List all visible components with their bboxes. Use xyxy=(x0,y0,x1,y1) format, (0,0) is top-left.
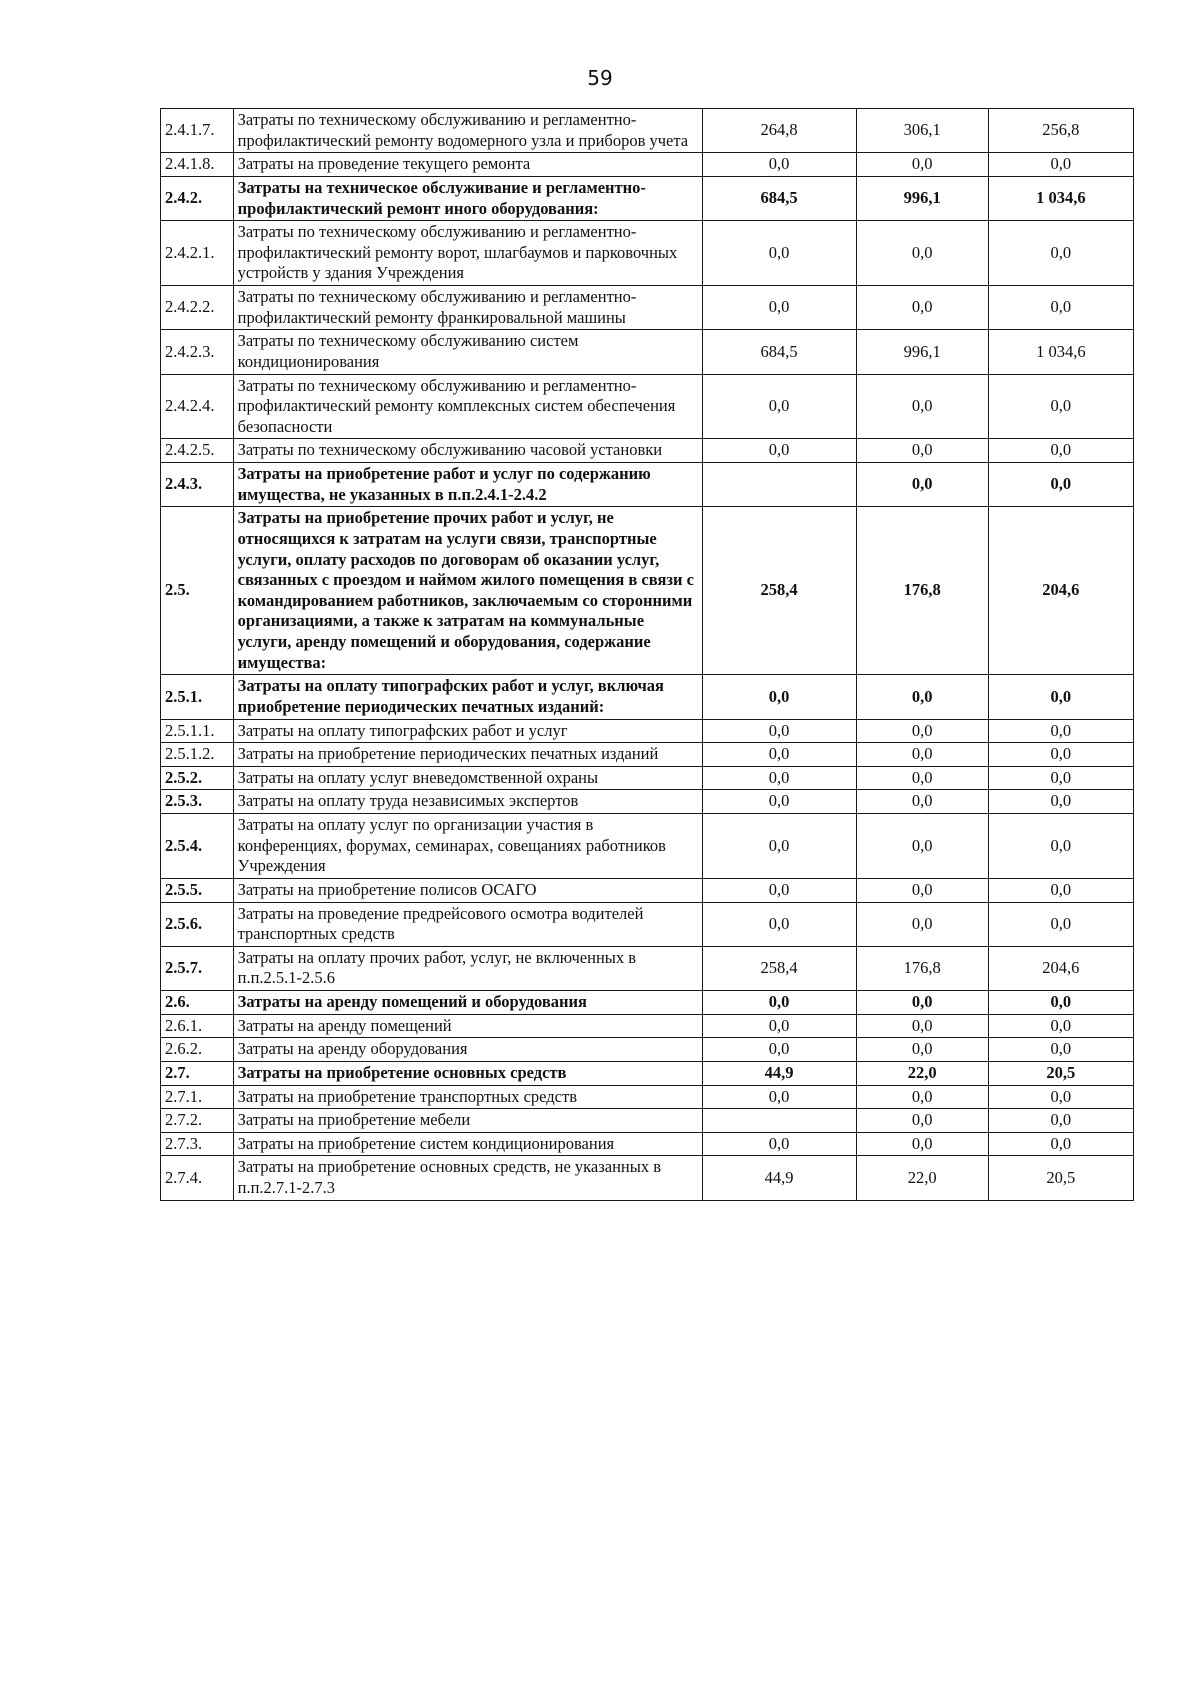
row-value-1: 264,8 xyxy=(702,109,856,153)
row-code: 2.6. xyxy=(161,991,234,1015)
row-value-2: 0,0 xyxy=(856,743,988,767)
row-value-2: 306,1 xyxy=(856,109,988,153)
row-value-3: 0,0 xyxy=(988,286,1133,330)
row-code: 2.6.2. xyxy=(161,1038,234,1062)
table-row xyxy=(161,153,1134,177)
row-code: 2.4.1.7. xyxy=(161,109,234,153)
row-value-3: 0,0 xyxy=(988,790,1133,814)
row-value-1: 0,0 xyxy=(702,766,856,790)
row-value-1: 0,0 xyxy=(702,286,856,330)
row-value-1: 0,0 xyxy=(702,790,856,814)
row-value-2: 0,0 xyxy=(856,1038,988,1062)
table-row xyxy=(161,902,1134,946)
row-code: 2.5.1. xyxy=(161,675,234,719)
table-row xyxy=(161,719,1134,743)
row-value-2: 0,0 xyxy=(856,878,988,902)
row-name: Затраты на приобретение полисов ОСАГО xyxy=(233,878,702,902)
row-code: 2.4.2. xyxy=(161,176,234,220)
row-value-1: 44,9 xyxy=(702,1061,856,1085)
row-value-2: 0,0 xyxy=(856,153,988,177)
row-value-1: 44,9 xyxy=(702,1156,856,1200)
row-value-3: 256,8 xyxy=(988,109,1133,153)
table-row xyxy=(161,463,1134,507)
row-name: Затраты на приобретение периодических печатных изданий xyxy=(233,743,702,767)
row-value-2: 0,0 xyxy=(856,286,988,330)
row-value-2: 0,0 xyxy=(856,1132,988,1156)
row-value-1: 0,0 xyxy=(702,221,856,286)
row-name: Затраты на приобретение работ и услуг по содержанию имущества, не указанных в п.п.2.4.1-2.4.2 xyxy=(233,463,702,507)
row-value-2: 0,0 xyxy=(856,374,988,439)
row-value-1 xyxy=(702,1109,856,1133)
row-value-3: 0,0 xyxy=(988,1109,1133,1133)
row-name: Затраты на аренду помещений xyxy=(233,1014,702,1038)
row-value-3: 0,0 xyxy=(988,1132,1133,1156)
row-value-2: 22,0 xyxy=(856,1156,988,1200)
table-row xyxy=(161,286,1134,330)
row-code: 2.4.2.5. xyxy=(161,439,234,463)
row-value-2: 0,0 xyxy=(856,1014,988,1038)
row-value-1: 684,5 xyxy=(702,330,856,374)
row-value-1: 258,4 xyxy=(702,946,856,990)
row-value-3: 0,0 xyxy=(988,463,1133,507)
table-row xyxy=(161,946,1134,990)
row-code: 2.7. xyxy=(161,1061,234,1085)
row-value-3: 0,0 xyxy=(988,719,1133,743)
table-row xyxy=(161,790,1134,814)
row-code: 2.7.2. xyxy=(161,1109,234,1133)
row-name: Затраты по техническому обслуживанию и регламентно-профилактический ремонту комплексных систем обеспечения безопасности xyxy=(233,374,702,439)
table-row xyxy=(161,109,1134,153)
row-name: Затраты на проведение текущего ремонта xyxy=(233,153,702,177)
row-code: 2.5.5. xyxy=(161,878,234,902)
row-code: 2.7.3. xyxy=(161,1132,234,1156)
row-name: Затраты на приобретение систем кондиционирования xyxy=(233,1132,702,1156)
row-value-1: 684,5 xyxy=(702,176,856,220)
table-row xyxy=(161,766,1134,790)
row-value-2: 996,1 xyxy=(856,330,988,374)
row-name: Затраты на оплату услуг по организации участия в конференциях, форумах, семинарах, совещаниях работников Учреждения xyxy=(233,814,702,879)
table-row xyxy=(161,878,1134,902)
row-value-3: 0,0 xyxy=(988,1085,1133,1109)
row-value-3: 1 034,6 xyxy=(988,176,1133,220)
row-code: 2.5.6. xyxy=(161,902,234,946)
row-code: 2.7.4. xyxy=(161,1156,234,1200)
row-code: 2.7.1. xyxy=(161,1085,234,1109)
table-row xyxy=(161,221,1134,286)
table-row xyxy=(161,675,1134,719)
row-name: Затраты по техническому обслуживанию и регламентно-профилактический ремонту ворот, шлагбаумов и парковочных устройств у здания Учреждения xyxy=(233,221,702,286)
row-value-2: 0,0 xyxy=(856,1085,988,1109)
row-value-1 xyxy=(702,463,856,507)
row-value-2: 0,0 xyxy=(856,221,988,286)
row-value-3: 0,0 xyxy=(988,1038,1133,1062)
row-value-3: 20,5 xyxy=(988,1156,1133,1200)
cost-table-body xyxy=(161,109,1134,1201)
row-value-2: 0,0 xyxy=(856,991,988,1015)
row-value-2: 0,0 xyxy=(856,814,988,879)
row-value-3: 0,0 xyxy=(988,766,1133,790)
row-code: 2.5.7. xyxy=(161,946,234,990)
row-name: Затраты на приобретение мебели xyxy=(233,1109,702,1133)
row-value-2: 0,0 xyxy=(856,463,988,507)
row-name: Затраты на аренду оборудования xyxy=(233,1038,702,1062)
row-name: Затраты на приобретение основных средств, не указанных в п.п.2.7.1-2.7.3 xyxy=(233,1156,702,1200)
row-value-1: 0,0 xyxy=(702,902,856,946)
row-value-3: 0,0 xyxy=(988,675,1133,719)
row-value-2: 0,0 xyxy=(856,902,988,946)
row-value-1: 0,0 xyxy=(702,1014,856,1038)
row-name: Затраты на приобретение транспортных средств xyxy=(233,1085,702,1109)
row-name: Затраты на проведение предрейсового осмотра водителей транспортных средств xyxy=(233,902,702,946)
row-value-3: 1 034,6 xyxy=(988,330,1133,374)
row-value-1: 0,0 xyxy=(702,814,856,879)
row-name: Затраты по техническому обслуживанию систем кондиционирования xyxy=(233,330,702,374)
row-name: Затраты на оплату труда независимых экспертов xyxy=(233,790,702,814)
row-value-1: 0,0 xyxy=(702,1038,856,1062)
row-name: Затраты на аренду помещений и оборудования xyxy=(233,991,702,1015)
table-row xyxy=(161,1038,1134,1062)
row-name: Затраты на приобретение прочих работ и услуг, не относящихся к затратам на услуги связи, транспортные услуги, оплату расходов по договорам об оказании услуг, связанных с проездом и наймом жилого помещения в связи с командированием работников, заключаемым со сторонними организациями, а также к затратам на коммунальные услуги, аренду помещений и оборудования, содержание имущества: xyxy=(233,507,702,675)
row-value-3: 0,0 xyxy=(988,814,1133,879)
row-value-3: 0,0 xyxy=(988,221,1133,286)
table-row xyxy=(161,1132,1134,1156)
table-row xyxy=(161,743,1134,767)
table-row xyxy=(161,814,1134,879)
row-value-3: 0,0 xyxy=(988,374,1133,439)
table-row xyxy=(161,330,1134,374)
table-row xyxy=(161,374,1134,439)
row-value-2: 0,0 xyxy=(856,675,988,719)
row-code: 2.5.4. xyxy=(161,814,234,879)
row-code: 2.4.2.3. xyxy=(161,330,234,374)
row-name: Затраты на оплату типографских работ и услуг, включая приобретение периодических печатных изданий: xyxy=(233,675,702,719)
row-value-1: 0,0 xyxy=(702,153,856,177)
row-code: 2.5.1.2. xyxy=(161,743,234,767)
table-row xyxy=(161,439,1134,463)
table-row xyxy=(161,1109,1134,1133)
row-value-1: 258,4 xyxy=(702,507,856,675)
row-code: 2.4.2.2. xyxy=(161,286,234,330)
table-row xyxy=(161,507,1134,675)
row-name: Затраты на приобретение основных средств xyxy=(233,1061,702,1085)
row-name: Затраты по техническому обслуживанию и регламентно-профилактический ремонту водомерного узла и приборов учета xyxy=(233,109,702,153)
table-row xyxy=(161,991,1134,1015)
row-code: 2.5.2. xyxy=(161,766,234,790)
row-value-3: 20,5 xyxy=(988,1061,1133,1085)
table-row xyxy=(161,1085,1134,1109)
row-value-1: 0,0 xyxy=(702,719,856,743)
table-row xyxy=(161,1061,1134,1085)
row-code: 2.4.1.8. xyxy=(161,153,234,177)
row-code: 2.4.3. xyxy=(161,463,234,507)
row-value-2: 22,0 xyxy=(856,1061,988,1085)
row-value-2: 176,8 xyxy=(856,507,988,675)
row-name: Затраты на оплату типографских работ и услуг xyxy=(233,719,702,743)
row-value-3: 0,0 xyxy=(988,1014,1133,1038)
row-code: 2.5.3. xyxy=(161,790,234,814)
row-value-1: 0,0 xyxy=(702,374,856,439)
row-value-1: 0,0 xyxy=(702,743,856,767)
row-code: 2.4.2.1. xyxy=(161,221,234,286)
row-value-3: 0,0 xyxy=(988,153,1133,177)
row-code: 2.4.2.4. xyxy=(161,374,234,439)
row-value-1: 0,0 xyxy=(702,1085,856,1109)
row-name: Затраты на оплату услуг вневедомственной охраны xyxy=(233,766,702,790)
row-code: 2.5.1.1. xyxy=(161,719,234,743)
row-value-1: 0,0 xyxy=(702,675,856,719)
row-value-1: 0,0 xyxy=(702,991,856,1015)
table-row xyxy=(161,1156,1134,1200)
row-name: Затраты по техническому обслуживанию и регламентно-профилактический ремонту франкировальной машины xyxy=(233,286,702,330)
row-value-2: 0,0 xyxy=(856,790,988,814)
row-value-3: 0,0 xyxy=(988,991,1133,1015)
row-name: Затраты на оплату прочих работ, услуг, не включенных в п.п.2.5.1-2.5.6 xyxy=(233,946,702,990)
row-name: Затраты по техническому обслуживанию часовой установки xyxy=(233,439,702,463)
row-value-2: 996,1 xyxy=(856,176,988,220)
table-row xyxy=(161,1014,1134,1038)
row-code: 2.6.1. xyxy=(161,1014,234,1038)
row-code: 2.5. xyxy=(161,507,234,675)
page-number: 59 xyxy=(587,66,613,90)
row-name: Затраты на техническое обслуживание и регламентно-профилактический ремонт иного оборудования: xyxy=(233,176,702,220)
row-value-1: 0,0 xyxy=(702,439,856,463)
table-row xyxy=(161,176,1134,220)
row-value-2: 176,8 xyxy=(856,946,988,990)
row-value-2: 0,0 xyxy=(856,719,988,743)
row-value-2: 0,0 xyxy=(856,1109,988,1133)
row-value-1: 0,0 xyxy=(702,1132,856,1156)
row-value-2: 0,0 xyxy=(856,766,988,790)
row-value-3: 0,0 xyxy=(988,878,1133,902)
row-value-3: 0,0 xyxy=(988,902,1133,946)
cost-table xyxy=(160,108,1134,1201)
row-value-1: 0,0 xyxy=(702,878,856,902)
row-value-3: 0,0 xyxy=(988,439,1133,463)
row-value-2: 0,0 xyxy=(856,439,988,463)
row-value-3: 204,6 xyxy=(988,946,1133,990)
row-value-3: 0,0 xyxy=(988,743,1133,767)
row-value-3: 204,6 xyxy=(988,507,1133,675)
